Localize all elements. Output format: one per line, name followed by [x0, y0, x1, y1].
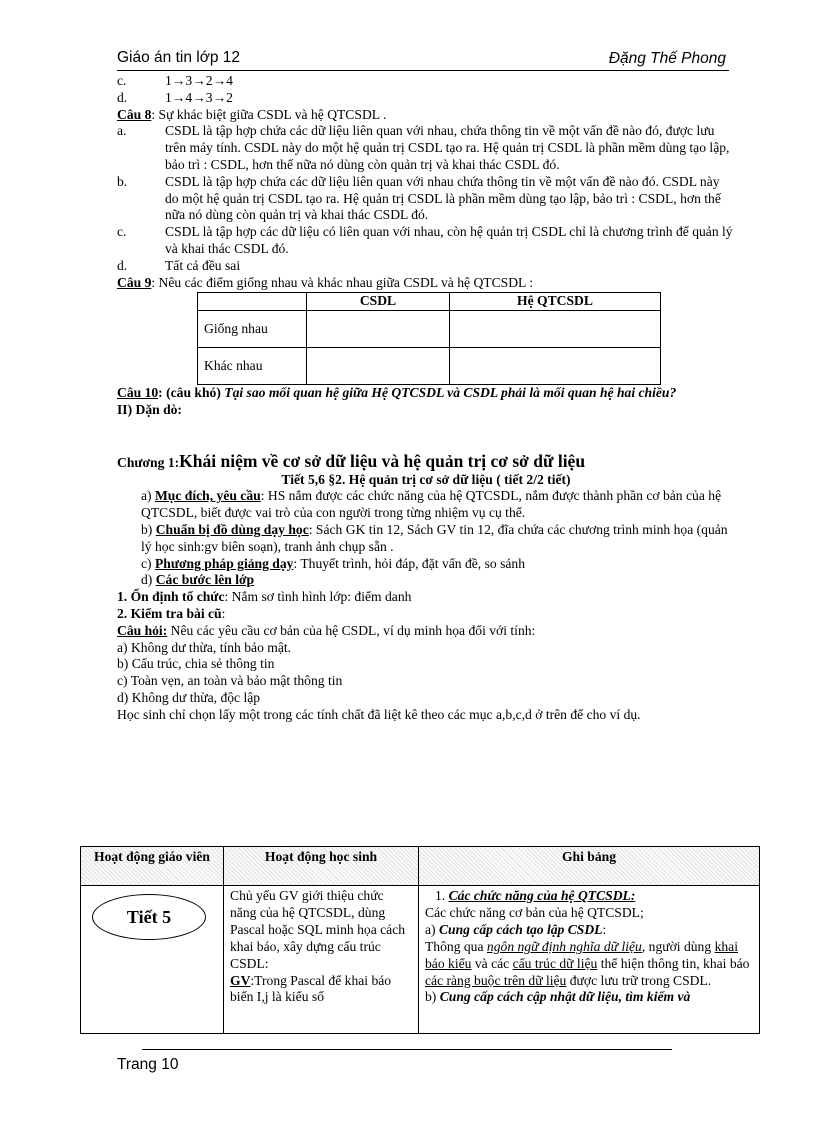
column-header-student: Hoạt động học sinh [224, 847, 419, 886]
q7-option-d [117, 90, 735, 107]
section-preparation: b) Chuẩn bị đồ dùng dạy học: Sách GK tin 12, Sách GV tin 12, đĩa chứa các chương trình minh họa (quản lý học sinh:gv biên soạn), tranh ảnh chụp sẵn . [141, 521, 728, 554]
q8-option-d: d. Tất cả đều sai [117, 257, 241, 273]
section-title: Mục đích, yêu cầu [154, 488, 261, 504]
lesson-title: Tiết 5,6 §2. Hệ quản trị cơ sở dữ liệu ( tiết 2/2 tiết) [281, 471, 571, 487]
q7-option-c [117, 73, 735, 90]
question-label: Câu 10 [117, 385, 159, 401]
teacher-cell [81, 886, 224, 1034]
section-method: c) Phương pháp giảng dạy: Thuyết trình, hỏi đáp, đặt vấn đề, so sánh [141, 555, 525, 571]
answer-item: b) Cấu trúc, chia sẻ thông tin [117, 656, 275, 672]
table-row-label: Khác nhau [198, 348, 307, 385]
comparison-table [197, 292, 661, 385]
gv-text: :Trong Pascal để khai báo biến I,j là kiểu số [230, 972, 392, 1005]
column-header-board: Ghi bảng [419, 847, 760, 886]
option-label: d. [117, 89, 128, 105]
q8-option-c: c. CSDL là tập hợp các dữ liệu có liên quan với nhau, còn hệ quản trị CSDL chỉ là chương trình để quản lý và khai thác CSDL đó. [117, 224, 733, 256]
board-heading: 1. Các chức năng của hệ QTCSDL: [435, 888, 636, 903]
q8-option-a: a. CSDL là tập hợp chứa các dữ liệu liên quan với nhau, chứa thông tin về một vấn đề nào đó, được lưu trên máy tính. CSDL này do một hệ quản trị CSDL tạo ra. Hệ quản trị CSDL là phần mềm dùng tạo lập, bảo trì : CSDL, hơn thế nữa nó dùng còn quản trị và khai thác CSDL đó. [117, 123, 730, 172]
table-header-hqtcsdl: Hệ QTCSDL [450, 293, 661, 311]
student-text: Chủ yếu GV giới thiệu chức năng của hệ QTCSDL, dùng Pascal hoặc SQL minh họa cách khai báo, xây dựng cấu trúc CSDL: [230, 888, 406, 971]
table-row-label: Giống nhau [198, 311, 307, 348]
chapter-title: Khái niệm về cơ sở dữ liệu và hệ quản trị cơ sở dữ liệu [179, 450, 586, 471]
table-cell [307, 348, 450, 385]
section-title: Phương pháp giảng dạy [154, 555, 294, 571]
answer-item: c) Toàn vẹn, an toàn và bảo mật thông tin [117, 673, 343, 689]
step-2: 2. Kiểm tra bài cũ: [117, 605, 226, 621]
page-number: Trang 10 [117, 1056, 179, 1073]
question-text: Tại sao mối quan hệ giữa Hệ QTCSDL và CSDL phải là mối quan hệ hai chiều? [224, 385, 677, 401]
question-8 [117, 107, 735, 124]
instruction-text: Học sinh chỉ chọn lấy một trong các tính chất đã liệt kê theo các mục a,b,c,d ở trên để cho ví dụ. [117, 706, 641, 722]
board-intro: Các chức năng cơ bản của hệ QTCSDL; [425, 904, 644, 920]
step-1: 1. Ổn định tổ chức: Nắm sơ tình hình lớp: điểm danh [117, 589, 412, 605]
chapter-prefix: Chương 1: [117, 454, 180, 470]
column-header-teacher: Hoạt động giáo viên [81, 847, 224, 886]
header-rule [117, 70, 729, 71]
homework-heading: II) Dặn dò: [117, 401, 182, 417]
question-text: : Sự khác biệt giữa CSDL và hệ QTCSDL . [151, 106, 387, 122]
board-cell [419, 886, 760, 1034]
option-text: 1→3→2→4 [165, 73, 233, 88]
gv-label: GV [230, 972, 251, 988]
chapter-heading [117, 450, 735, 472]
section-title: Chuẩn bị đồ dùng dạy học [155, 521, 309, 537]
header-author: Đặng Thế Phong [608, 50, 726, 67]
question-prefix: : (câu khó) [158, 385, 225, 401]
table-header-csdl: CSDL [307, 293, 450, 311]
board-paragraph: Thông qua ngôn ngữ định nghĩa dữ liệu, người dùng khai báo kiểu và các cấu trúc dữ liệu thể hiện thông tin, khai báo các ràng buộc trên dữ liệu được lưu trữ trong CSDL. [425, 938, 750, 988]
lesson-activity-table [80, 846, 760, 1034]
table-header-empty [198, 293, 307, 311]
page-content [117, 73, 735, 724]
section-objectives: a) Mục đích, yêu cầu: HS nắm được các chức năng của hệ QTCSDL, nắm được thành phần cơ bản của hệ QTCSDL, biết được vai trò của con người trong từng nhiệm vụ cụ thể. [141, 488, 722, 521]
option-label: c. [117, 73, 127, 88]
question-label: Câu 8 [117, 106, 152, 122]
question-text: : Nêu các điểm giống nhau và khác nhau giữa CSDL và hệ QTCSDL : [151, 274, 533, 290]
review-question: Câu hỏi: Nêu các yêu cầu cơ bản của hệ CSDL, ví dụ minh họa đối với tính: [117, 622, 536, 638]
question-10 [117, 385, 735, 402]
option-text: 1→4→3→2 [165, 89, 233, 105]
answer-item: a) Không dư thừa, tính bảo mật. [117, 639, 292, 655]
table-cell [450, 348, 661, 385]
table-cell [450, 311, 661, 348]
q8-option-b: b. CSDL là tập hợp chứa các dữ liệu liên quan với nhau chứa thông tin về một vấn đề nào đó. CSDL này do một hệ quản trị CSDL tạo ra. Hệ quản trị CSDL là phần mềm dùng tạo lập, bảo trì : CSDL, hơn thế nữa nó dùng còn quản trị và khai thác CSDL đó. [117, 173, 721, 223]
section-title: Các bước lên lớp [155, 572, 255, 588]
header-title: Giáo án tin lớp 12 [117, 49, 241, 66]
student-cell [224, 886, 419, 1034]
board-item-b: b) Cung cấp cách cập nhật dữ liệu, tìm kiếm và [425, 989, 691, 1005]
table-cell [307, 311, 450, 348]
question-9 [117, 275, 735, 292]
lesson-badge: Tiết 5 [92, 894, 206, 940]
board-item-a: a) Cung cấp cách tạo lập CSDL: [425, 921, 607, 937]
question-label: Câu 9 [117, 274, 152, 290]
footer-rule [142, 1049, 672, 1050]
answer-item: d) Không dư thừa, độc lập [117, 689, 261, 705]
section-steps: d) Các bước lên lớp [141, 572, 255, 588]
